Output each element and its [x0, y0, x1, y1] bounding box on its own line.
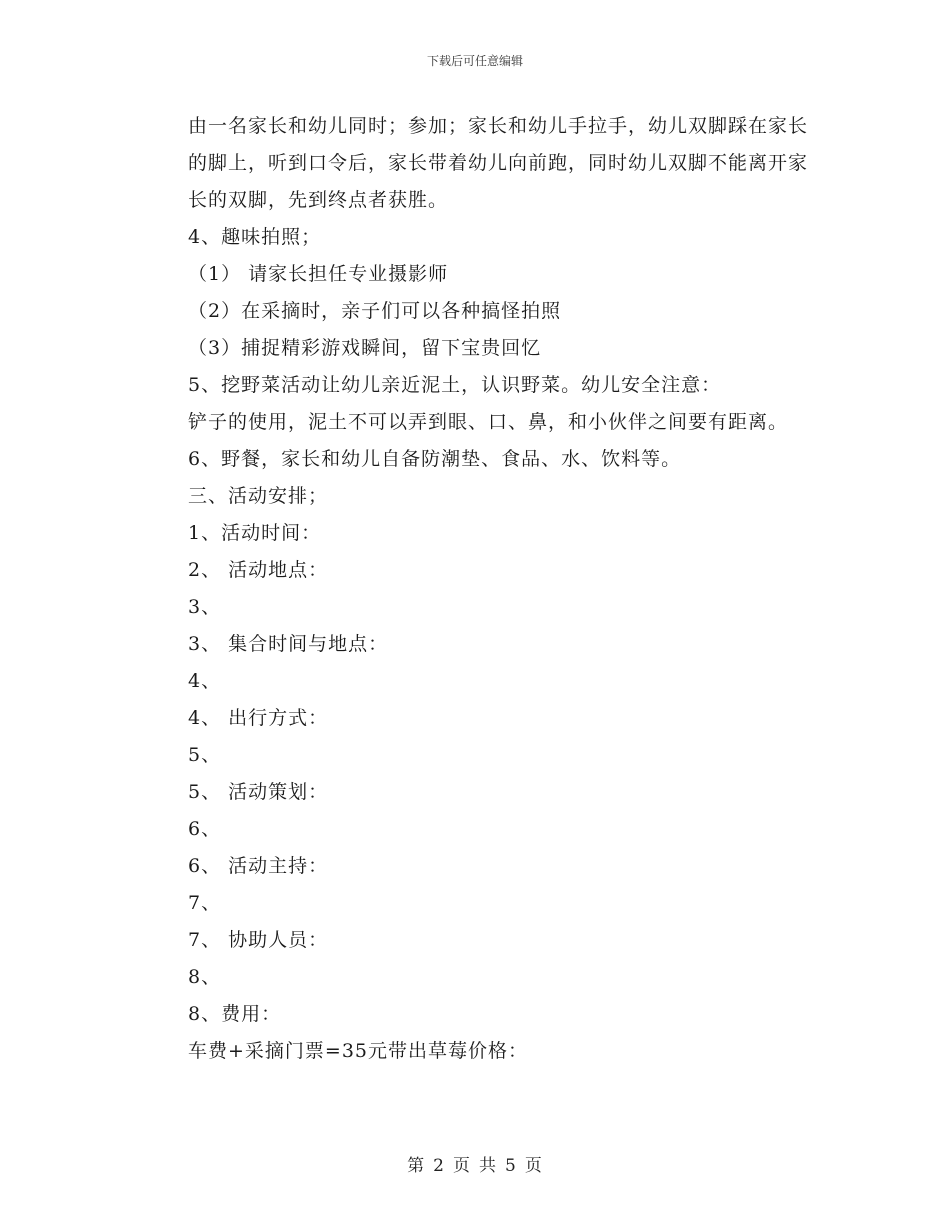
paragraph-shovel-safety: 铲子的使用，泥土不可以弄到眼、口、鼻，和小伙伴之间要有距离。: [188, 411, 789, 433]
paragraph-host: 6、 活动主持：: [188, 855, 329, 877]
paragraph-photo-item-2: （2）在采摘时，亲子们可以各种搞怪拍照: [188, 300, 562, 322]
paragraph-game-rules: 由一名家长和幼儿同时；参加；家长和幼儿手拉手，幼儿双脚踩在家长的脚上，听到口令后，家长带着幼儿向前跑，同时幼儿双脚不能离开家长的双脚，先到终点者获胜。: [188, 115, 809, 211]
paragraph-travel-mode: 4、 出行方式：: [188, 707, 329, 729]
footer-current-page: 2: [433, 1156, 445, 1176]
paragraph-schedule-heading: 三、活动安排；: [188, 485, 329, 507]
paragraph-item-4-empty: 4、: [188, 670, 222, 692]
paragraph-item-3-empty: 3、: [188, 596, 222, 618]
paragraph-photo-item-1: （1） 请家长担任专业摄影师: [188, 263, 449, 285]
footer-label-total: 共: [479, 1156, 497, 1176]
paragraph-item-7-empty: 7、: [188, 892, 222, 914]
paragraph-activity-time: 1、活动时间：: [188, 522, 322, 544]
document-body: [142, 108, 812, 1070]
paragraph-fun-photo-heading: 4、趣味拍照；: [188, 226, 322, 248]
paragraph-fees: 8、费用：: [188, 1003, 282, 1025]
footer-label-page-unit: 页: [453, 1156, 471, 1176]
paragraph-gathering: 3、 集合时间与地点：: [188, 633, 389, 655]
paragraph-item-6-empty: 6、: [188, 818, 222, 840]
footer-label-page: 第: [407, 1156, 426, 1176]
paragraph-assistants: 7、 协助人员：: [188, 929, 329, 951]
paragraph-item-8-empty: 8、: [188, 966, 222, 988]
footer-total-pages: 5: [505, 1156, 517, 1176]
footer-label-total-unit: 页: [524, 1156, 543, 1176]
paragraph-item-5-empty: 5、: [188, 744, 222, 766]
page-footer: [0, 1155, 950, 1177]
paragraph-picnic: 6、野餐，家长和幼儿自备防潮垫、食品、水、饮料等。: [188, 448, 682, 470]
paragraph-fee-detail: 车费+采摘门票=35元带出草莓价格：: [188, 1040, 529, 1062]
paragraph-planning: 5、 活动策划：: [188, 781, 329, 803]
paragraph-photo-item-3: （3）捕捉精彩游戏瞬间，留下宝贵回忆: [188, 337, 542, 359]
paragraph-wild-vegetables: 5、挖野菜活动让幼儿亲近泥土，认识野菜。幼儿安全注意：: [188, 374, 722, 396]
page-header: 下载后可任意编辑: [426, 54, 523, 68]
paragraph-activity-location: 2、 活动地点：: [188, 559, 329, 581]
